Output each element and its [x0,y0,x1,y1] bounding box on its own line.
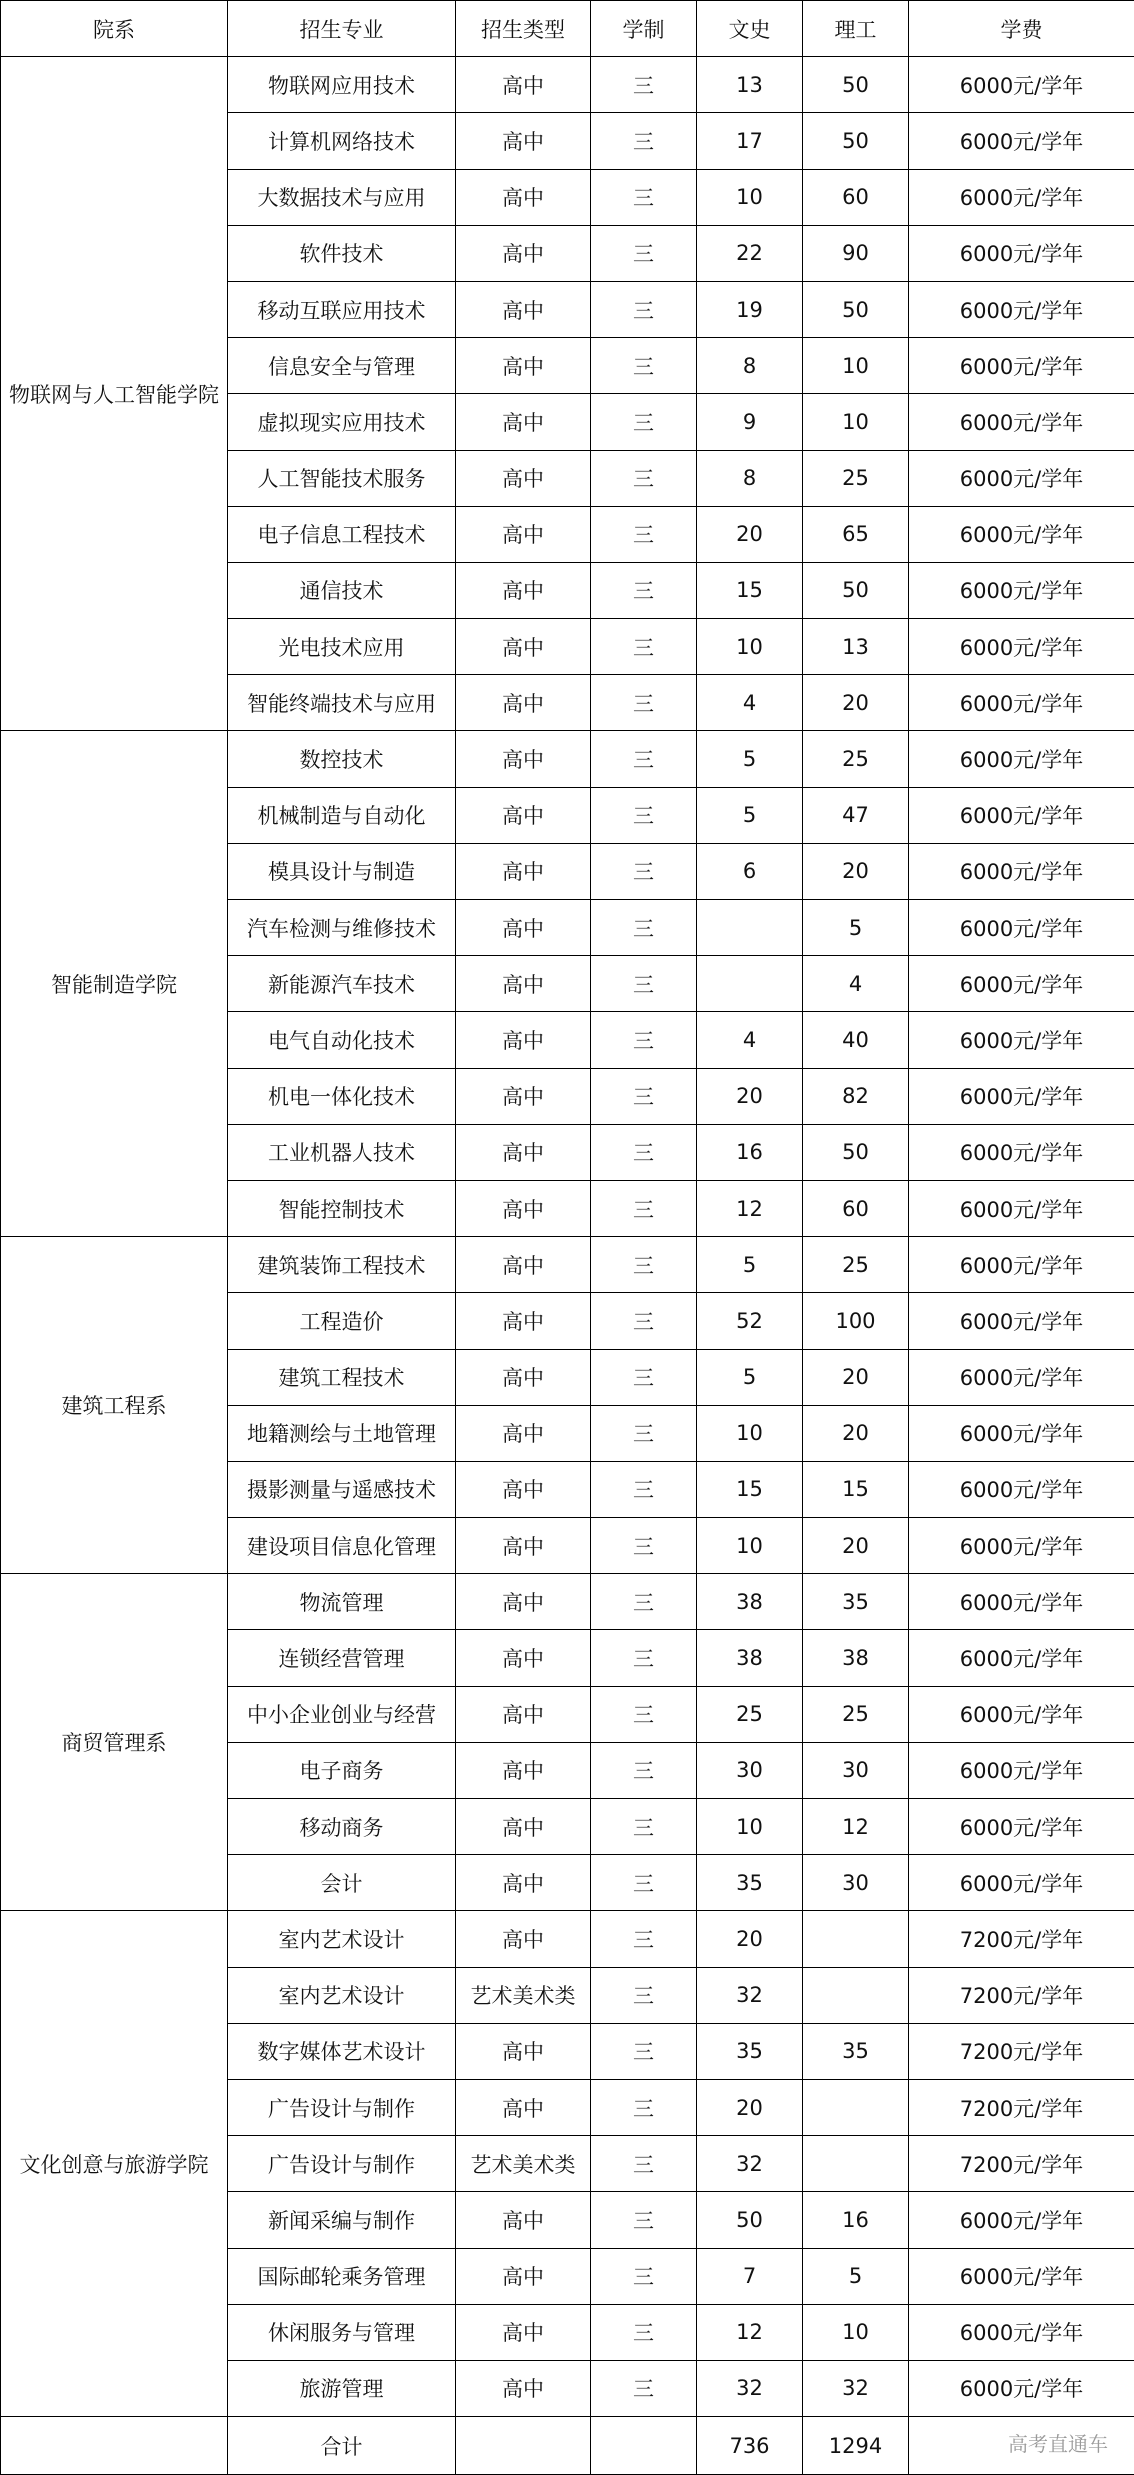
wenshi-cell: 13 [697,57,803,113]
tuition-cell: 6000元/学年 [909,619,1134,675]
wenshi-cell: 20 [697,506,803,562]
tuition-cell: 6000元/学年 [909,2304,1134,2360]
tuition-cell: 6000元/学年 [909,225,1134,281]
ligong-cell: 47 [803,787,909,843]
wenshi-cell: 35 [697,2023,803,2079]
wenshi-cell: 32 [697,2136,803,2192]
wenshi-cell: 10 [697,1518,803,1574]
duration-cell: 三 [591,1574,697,1630]
tuition-cell: 6000元/学年 [909,1293,1134,1349]
total-ligong: 1294 [803,2417,909,2475]
ligong-cell: 25 [803,1686,909,1742]
major-cell: 机电一体化技术 [228,1068,456,1124]
tuition-cell: 6000元/学年 [909,675,1134,731]
department-cell: 智能制造学院 [1,731,228,1237]
type-cell: 高中 [456,1180,591,1236]
tuition-cell: 6000元/学年 [909,57,1134,113]
wenshi-cell: 52 [697,1293,803,1349]
wenshi-cell: 4 [697,675,803,731]
ligong-cell: 82 [803,1068,909,1124]
ligong-cell: 15 [803,1461,909,1517]
tuition-cell: 6000元/学年 [909,1012,1134,1068]
type-cell: 高中 [456,450,591,506]
major-cell: 地籍测绘与土地管理 [228,1405,456,1461]
type-cell: 高中 [456,1742,591,1798]
wenshi-cell: 50 [697,2192,803,2248]
header-tuition: 学费 [909,1,1134,57]
tuition-cell: 6000元/学年 [909,281,1134,337]
department-cell: 物联网与人工智能学院 [1,57,228,731]
header-ligong: 理工 [803,1,909,57]
duration-cell: 三 [591,1967,697,2023]
header-row [1,1,1134,57]
duration-cell: 三 [591,281,697,337]
duration-cell: 三 [591,2192,697,2248]
ligong-cell: 30 [803,1855,909,1911]
major-cell: 数字媒体艺术设计 [228,2023,456,2079]
duration-cell: 三 [591,1124,697,1180]
type-cell: 高中 [456,675,591,731]
tuition-cell: 6000元/学年 [909,731,1134,787]
tuition-cell: 6000元/学年 [909,1405,1134,1461]
major-cell: 智能控制技术 [228,1180,456,1236]
type-cell: 高中 [456,1855,591,1911]
major-cell: 会计 [228,1855,456,1911]
major-cell: 电子信息工程技术 [228,506,456,562]
total-label: 合计 [228,2417,456,2475]
duration-cell: 三 [591,619,697,675]
duration-cell: 三 [591,113,697,169]
tuition-cell: 6000元/学年 [909,900,1134,956]
major-cell: 新能源汽车技术 [228,956,456,1012]
type-cell: 高中 [456,1911,591,1967]
wenshi-cell: 16 [697,1124,803,1180]
tuition-cell: 6000元/学年 [909,1574,1134,1630]
watermark-text: 高考直通车 [1008,2428,1108,2457]
wenshi-cell: 35 [697,1855,803,1911]
type-cell: 高中 [456,225,591,281]
wenshi-cell: 9 [697,394,803,450]
type-cell: 高中 [456,956,591,1012]
ligong-cell: 25 [803,731,909,787]
tuition-cell: 6000元/学年 [909,1686,1134,1742]
total-blank-cell [456,2417,591,2475]
department-cell: 文化创意与旅游学院 [1,1911,228,2417]
type-cell: 高中 [456,843,591,899]
type-cell: 高中 [456,113,591,169]
ligong-cell: 30 [803,1742,909,1798]
duration-cell: 三 [591,2360,697,2416]
duration-cell: 三 [591,1349,697,1405]
wenshi-cell: 19 [697,281,803,337]
tuition-cell: 6000元/学年 [909,1461,1134,1517]
ligong-cell: 5 [803,900,909,956]
department-cell: 建筑工程系 [1,1237,228,1574]
tuition-cell: 7200元/学年 [909,1967,1134,2023]
major-cell: 大数据技术与应用 [228,169,456,225]
major-cell: 光电技术应用 [228,619,456,675]
type-cell: 高中 [456,1405,591,1461]
ligong-cell: 50 [803,57,909,113]
type-cell: 高中 [456,2360,591,2416]
table-row [1,731,1134,787]
duration-cell: 三 [591,2136,697,2192]
type-cell: 高中 [456,2304,591,2360]
major-cell: 休闲服务与管理 [228,2304,456,2360]
major-cell: 虚拟现实应用技术 [228,394,456,450]
ligong-cell: 20 [803,843,909,899]
major-cell: 通信技术 [228,562,456,618]
type-cell: 高中 [456,1293,591,1349]
type-cell: 高中 [456,1012,591,1068]
major-cell: 国际邮轮乘务管理 [228,2248,456,2304]
wenshi-cell: 15 [697,562,803,618]
type-cell: 高中 [456,57,591,113]
ligong-cell: 65 [803,506,909,562]
major-cell: 中小企业创业与经营 [228,1686,456,1742]
type-cell: 高中 [456,1518,591,1574]
major-cell: 室内艺术设计 [228,1967,456,2023]
duration-cell: 三 [591,169,697,225]
type-cell: 高中 [456,900,591,956]
wenshi-cell: 8 [697,338,803,394]
duration-cell: 三 [591,2304,697,2360]
duration-cell: 三 [591,1405,697,1461]
tuition-cell: 6000元/学年 [909,956,1134,1012]
type-cell: 高中 [456,1124,591,1180]
duration-cell: 三 [591,1911,697,1967]
tuition-cell: 6000元/学年 [909,394,1134,450]
wenshi-cell: 20 [697,1911,803,1967]
type-cell: 高中 [456,2248,591,2304]
ligong-cell: 50 [803,1124,909,1180]
ligong-cell: 20 [803,1349,909,1405]
duration-cell: 三 [591,1461,697,1517]
duration-cell: 三 [591,2079,697,2135]
tuition-cell: 6000元/学年 [909,2360,1134,2416]
type-cell: 高中 [456,731,591,787]
major-cell: 建设项目信息化管理 [228,1518,456,1574]
total-blank-cell [1,2417,228,2475]
tuition-cell: 6000元/学年 [909,1124,1134,1180]
duration-cell: 三 [591,1068,697,1124]
table-row [1,1237,1134,1293]
major-cell: 电子商务 [228,1742,456,1798]
major-cell: 摄影测量与遥感技术 [228,1461,456,1517]
tuition-cell: 6000元/学年 [909,506,1134,562]
ligong-cell: 20 [803,1405,909,1461]
tuition-cell: 6000元/学年 [909,1068,1134,1124]
major-cell: 电气自动化技术 [228,1012,456,1068]
duration-cell: 三 [591,1237,697,1293]
type-cell: 高中 [456,787,591,843]
duration-cell: 三 [591,225,697,281]
wenshi-cell: 15 [697,1461,803,1517]
major-cell: 模具设计与制造 [228,843,456,899]
table-row [1,57,1134,113]
ligong-cell [803,2136,909,2192]
type-cell: 高中 [456,394,591,450]
wenshi-cell: 12 [697,2304,803,2360]
type-cell: 高中 [456,281,591,337]
duration-cell: 三 [591,1686,697,1742]
ligong-cell: 20 [803,675,909,731]
header-department: 院系 [1,1,228,57]
ligong-cell: 50 [803,562,909,618]
wenshi-cell: 32 [697,2360,803,2416]
tuition-cell: 6000元/学年 [909,1630,1134,1686]
tuition-cell: 6000元/学年 [909,1180,1134,1236]
wenshi-cell: 5 [697,1349,803,1405]
tuition-cell: 6000元/学年 [909,1742,1134,1798]
ligong-cell: 25 [803,450,909,506]
type-cell: 高中 [456,338,591,394]
major-cell: 连锁经营管理 [228,1630,456,1686]
wenshi-cell: 7 [697,2248,803,2304]
type-cell: 高中 [456,2023,591,2079]
major-cell: 信息安全与管理 [228,338,456,394]
major-cell: 室内艺术设计 [228,1911,456,1967]
type-cell: 艺术美术类 [456,2136,591,2192]
tuition-cell: 6000元/学年 [909,2192,1134,2248]
major-cell: 旅游管理 [228,2360,456,2416]
type-cell: 高中 [456,1574,591,1630]
department-cell: 商贸管理系 [1,1574,228,1911]
tuition-cell: 6000元/学年 [909,1349,1134,1405]
tuition-cell: 6000元/学年 [909,338,1134,394]
wenshi-cell: 17 [697,113,803,169]
major-cell: 智能终端技术与应用 [228,675,456,731]
total-wenshi: 736 [697,2417,803,2475]
duration-cell: 三 [591,843,697,899]
type-cell: 高中 [456,506,591,562]
wenshi-cell: 20 [697,1068,803,1124]
major-cell: 移动互联应用技术 [228,281,456,337]
wenshi-cell: 25 [697,1686,803,1742]
ligong-cell: 100 [803,1293,909,1349]
duration-cell: 三 [591,2023,697,2079]
type-cell: 高中 [456,1686,591,1742]
tuition-cell: 6000元/学年 [909,843,1134,899]
tuition-cell: 6000元/学年 [909,1799,1134,1855]
major-cell: 软件技术 [228,225,456,281]
wenshi-cell: 10 [697,169,803,225]
tuition-cell: 6000元/学年 [909,1855,1134,1911]
wenshi-cell: 8 [697,450,803,506]
wenshi-cell: 10 [697,619,803,675]
ligong-cell: 38 [803,1630,909,1686]
duration-cell: 三 [591,338,697,394]
duration-cell: 三 [591,1799,697,1855]
tuition-cell: 7200元/学年 [909,1911,1134,1967]
duration-cell: 三 [591,562,697,618]
major-cell: 移动商务 [228,1799,456,1855]
table-body [1,57,1134,2417]
ligong-cell: 35 [803,1574,909,1630]
tuition-cell: 6000元/学年 [909,1237,1134,1293]
ligong-cell [803,2079,909,2135]
header-major: 招生专业 [228,1,456,57]
header-duration: 学制 [591,1,697,57]
wenshi-cell [697,956,803,1012]
tuition-cell: 7200元/学年 [909,2136,1134,2192]
duration-cell: 三 [591,1518,697,1574]
wenshi-cell: 12 [697,1180,803,1236]
tuition-cell: 7200元/学年 [909,2079,1134,2135]
major-cell: 数控技术 [228,731,456,787]
type-cell: 高中 [456,1630,591,1686]
ligong-cell: 4 [803,956,909,1012]
duration-cell: 三 [591,787,697,843]
duration-cell: 三 [591,1630,697,1686]
duration-cell: 三 [591,1742,697,1798]
wenshi-cell: 5 [697,787,803,843]
wenshi-cell: 6 [697,843,803,899]
type-cell: 高中 [456,562,591,618]
ligong-cell: 10 [803,338,909,394]
ligong-cell: 5 [803,2248,909,2304]
ligong-cell: 40 [803,1012,909,1068]
major-cell: 人工智能技术服务 [228,450,456,506]
type-cell: 高中 [456,2192,591,2248]
duration-cell: 三 [591,675,697,731]
duration-cell: 三 [591,1012,697,1068]
ligong-cell: 50 [803,281,909,337]
duration-cell: 三 [591,506,697,562]
tuition-cell: 7200元/学年 [909,2023,1134,2079]
duration-cell: 三 [591,1180,697,1236]
major-cell: 广告设计与制作 [228,2079,456,2135]
wenshi-cell: 22 [697,225,803,281]
ligong-cell [803,1911,909,1967]
wenshi-cell [697,900,803,956]
duration-cell: 三 [591,57,697,113]
duration-cell: 三 [591,1855,697,1911]
tuition-cell: 6000元/学年 [909,562,1134,618]
major-cell: 汽车检测与维修技术 [228,900,456,956]
ligong-cell: 35 [803,2023,909,2079]
major-cell: 工程造价 [228,1293,456,1349]
ligong-cell: 60 [803,169,909,225]
duration-cell: 三 [591,1293,697,1349]
tuition-cell: 6000元/学年 [909,169,1134,225]
ligong-cell: 10 [803,2304,909,2360]
ligong-cell: 50 [803,113,909,169]
major-cell: 工业机器人技术 [228,1124,456,1180]
duration-cell: 三 [591,394,697,450]
major-cell: 计算机网络技术 [228,113,456,169]
tuition-cell: 6000元/学年 [909,113,1134,169]
wenshi-cell: 20 [697,2079,803,2135]
duration-cell: 三 [591,2248,697,2304]
major-cell: 建筑装饰工程技术 [228,1237,456,1293]
major-cell: 新闻采编与制作 [228,2192,456,2248]
tuition-cell: 6000元/学年 [909,2248,1134,2304]
duration-cell: 三 [591,900,697,956]
type-cell: 高中 [456,1068,591,1124]
type-cell: 高中 [456,1237,591,1293]
wenshi-cell: 10 [697,1405,803,1461]
duration-cell: 三 [591,450,697,506]
header-wenshi: 文史 [697,1,803,57]
major-cell: 建筑工程技术 [228,1349,456,1405]
header-type: 招生类型 [456,1,591,57]
major-cell: 广告设计与制作 [228,2136,456,2192]
wenshi-cell: 38 [697,1574,803,1630]
ligong-cell: 10 [803,394,909,450]
major-cell: 机械制造与自动化 [228,787,456,843]
wenshi-cell: 4 [697,1012,803,1068]
type-cell: 高中 [456,619,591,675]
total-row [1,2417,1134,2475]
table-row [1,1574,1134,1630]
total-blank-cell [591,2417,697,2475]
wenshi-cell: 38 [697,1630,803,1686]
ligong-cell: 20 [803,1518,909,1574]
type-cell: 高中 [456,1349,591,1405]
ligong-cell: 12 [803,1799,909,1855]
ligong-cell: 25 [803,1237,909,1293]
type-cell: 高中 [456,169,591,225]
tuition-cell: 6000元/学年 [909,1518,1134,1574]
ligong-cell: 32 [803,2360,909,2416]
ligong-cell: 60 [803,1180,909,1236]
tuition-cell: 6000元/学年 [909,787,1134,843]
duration-cell: 三 [591,731,697,787]
wenshi-cell: 5 [697,1237,803,1293]
ligong-cell: 16 [803,2192,909,2248]
ligong-cell [803,1967,909,2023]
type-cell: 高中 [456,1799,591,1855]
wenshi-cell: 32 [697,1967,803,2023]
type-cell: 艺术美术类 [456,1967,591,2023]
wenshi-cell: 10 [697,1799,803,1855]
wenshi-cell: 5 [697,731,803,787]
major-cell: 物联网应用技术 [228,57,456,113]
major-cell: 物流管理 [228,1574,456,1630]
table-row [1,1911,1134,1967]
duration-cell: 三 [591,956,697,1012]
type-cell: 高中 [456,1461,591,1517]
tuition-cell: 6000元/学年 [909,450,1134,506]
type-cell: 高中 [456,2079,591,2135]
ligong-cell: 90 [803,225,909,281]
ligong-cell: 13 [803,619,909,675]
wenshi-cell: 30 [697,1742,803,1798]
